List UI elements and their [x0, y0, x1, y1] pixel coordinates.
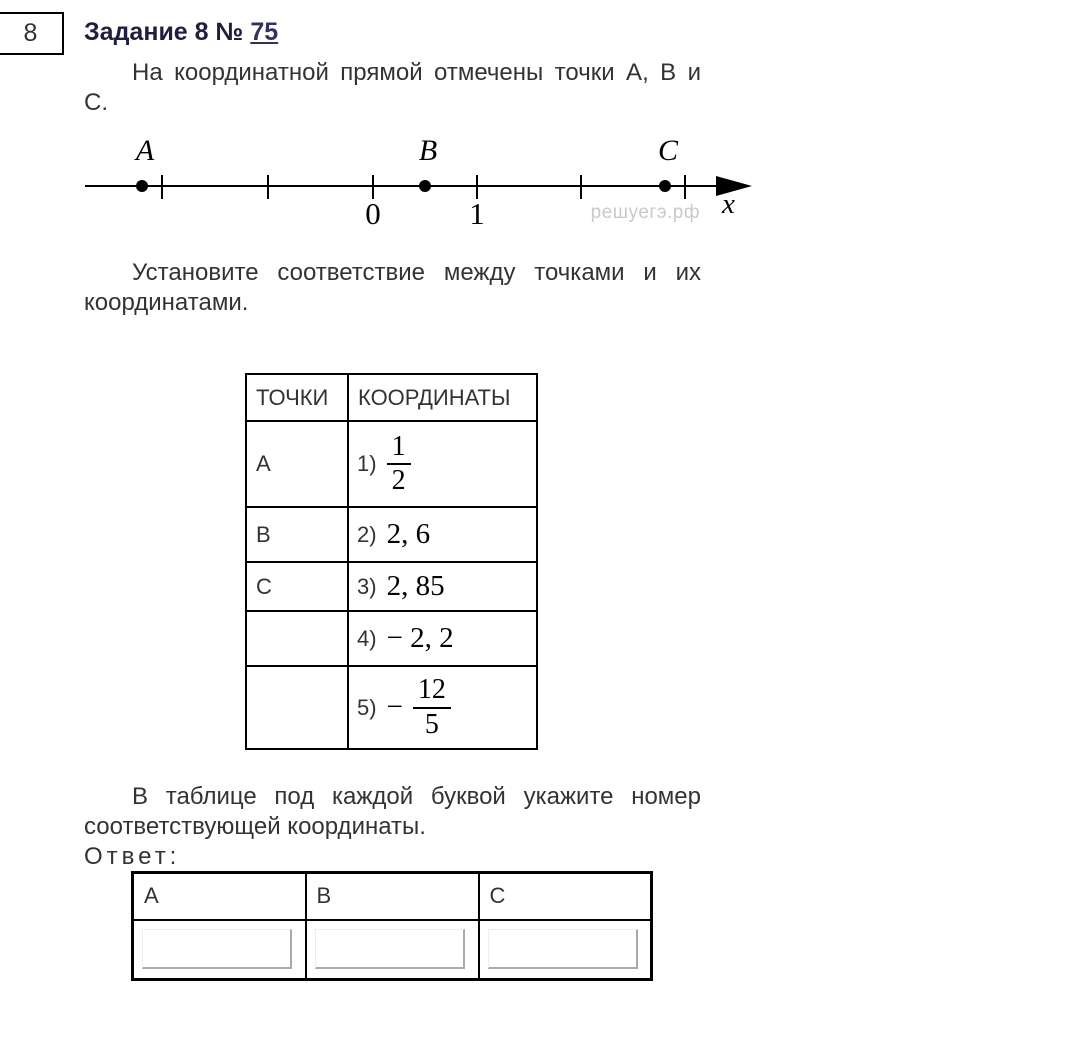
point-cell: С: [246, 562, 348, 611]
answer-input-c[interactable]: [488, 929, 638, 969]
point-dot: [419, 180, 431, 192]
axis-tick: [161, 175, 163, 199]
coord-value: 2, 85: [386, 570, 445, 602]
coord-cell: [348, 421, 537, 507]
task-number-box: [0, 12, 64, 55]
point-label: В: [418, 134, 438, 167]
tick-label: 0: [365, 196, 381, 231]
match-table-header-row: [246, 374, 537, 421]
axis-tick: [580, 175, 582, 199]
point-cell: [246, 611, 348, 666]
coord-option-number: 4): [357, 625, 377, 651]
coord-option-number: 1): [357, 451, 377, 476]
answer-column-header-a: А: [133, 873, 306, 920]
task-number-link[interactable]: 75: [250, 18, 279, 46]
table-row: [246, 611, 537, 666]
minus-sign: −: [386, 691, 403, 723]
table-row: [246, 666, 537, 749]
coord-cell: [348, 562, 537, 611]
task-number: 8: [23, 19, 38, 47]
answer-label: Ответ:: [84, 843, 181, 870]
match-table: [245, 373, 538, 750]
table-row: [246, 562, 537, 611]
point-cell: В: [246, 507, 348, 562]
coord-option-number: 5): [357, 694, 377, 720]
point-label: С: [657, 134, 678, 167]
coord-cell: [348, 611, 537, 666]
coord-value: 2, 6: [386, 518, 431, 550]
task-title-text: Задание 8 №: [84, 18, 251, 46]
coord-value: − 2, 2: [386, 622, 454, 654]
footer-line-1: В таблице под каждой буквой укажите номер: [132, 783, 701, 810]
axis-label-x: x: [722, 188, 735, 220]
footer-paragraph: [84, 782, 701, 872]
intro-paragraph: [84, 58, 701, 118]
fraction-denominator: 5: [413, 707, 451, 741]
point-dot: [136, 180, 148, 192]
answer-column-header-c: С: [479, 873, 652, 920]
match-table-header-coords: КООРДИНАТЫ: [348, 374, 537, 421]
coord-option-number: 3): [357, 573, 377, 599]
axis-line: [85, 185, 725, 187]
answer-input-row: [133, 920, 652, 980]
match-line-2: координатами.: [84, 289, 249, 316]
point-dot: [659, 180, 671, 192]
watermark: решуегэ.рф: [590, 202, 700, 223]
task-title: [84, 18, 278, 47]
axis-tick: [267, 175, 269, 199]
match-paragraph: [84, 258, 701, 318]
answer-input-b[interactable]: [315, 929, 465, 969]
fraction: [413, 674, 451, 740]
match-table-header-points: ТОЧКИ: [246, 374, 348, 421]
point-cell: А: [246, 421, 348, 507]
answer-header-row: [133, 873, 652, 920]
point-cell: [246, 666, 348, 749]
intro-line-1: На координатной прямой отмечены точки А, В и: [132, 59, 701, 86]
answer-column-header-b: В: [306, 873, 479, 920]
coord-option-number: 2): [357, 521, 377, 547]
number-line-figure: [0, 130, 790, 245]
axis-tick: [684, 175, 686, 199]
fraction-denominator: 2: [387, 463, 411, 497]
answer-table: [131, 871, 653, 981]
tick-label: 1: [469, 196, 485, 231]
fraction-numerator: 12: [417, 674, 446, 706]
match-line-1: Установите соответствие между точками и их: [132, 259, 701, 286]
table-row: [246, 507, 537, 562]
fraction-numerator: 1: [391, 430, 406, 462]
intro-line-2: С.: [84, 89, 108, 116]
answer-input-a[interactable]: [142, 929, 292, 969]
coord-cell: [348, 666, 537, 749]
coord-cell: [348, 507, 537, 562]
fraction: [387, 431, 411, 497]
footer-line-2: соответствующей координаты.: [84, 813, 426, 840]
table-row: [246, 421, 537, 507]
point-label: А: [135, 134, 155, 167]
